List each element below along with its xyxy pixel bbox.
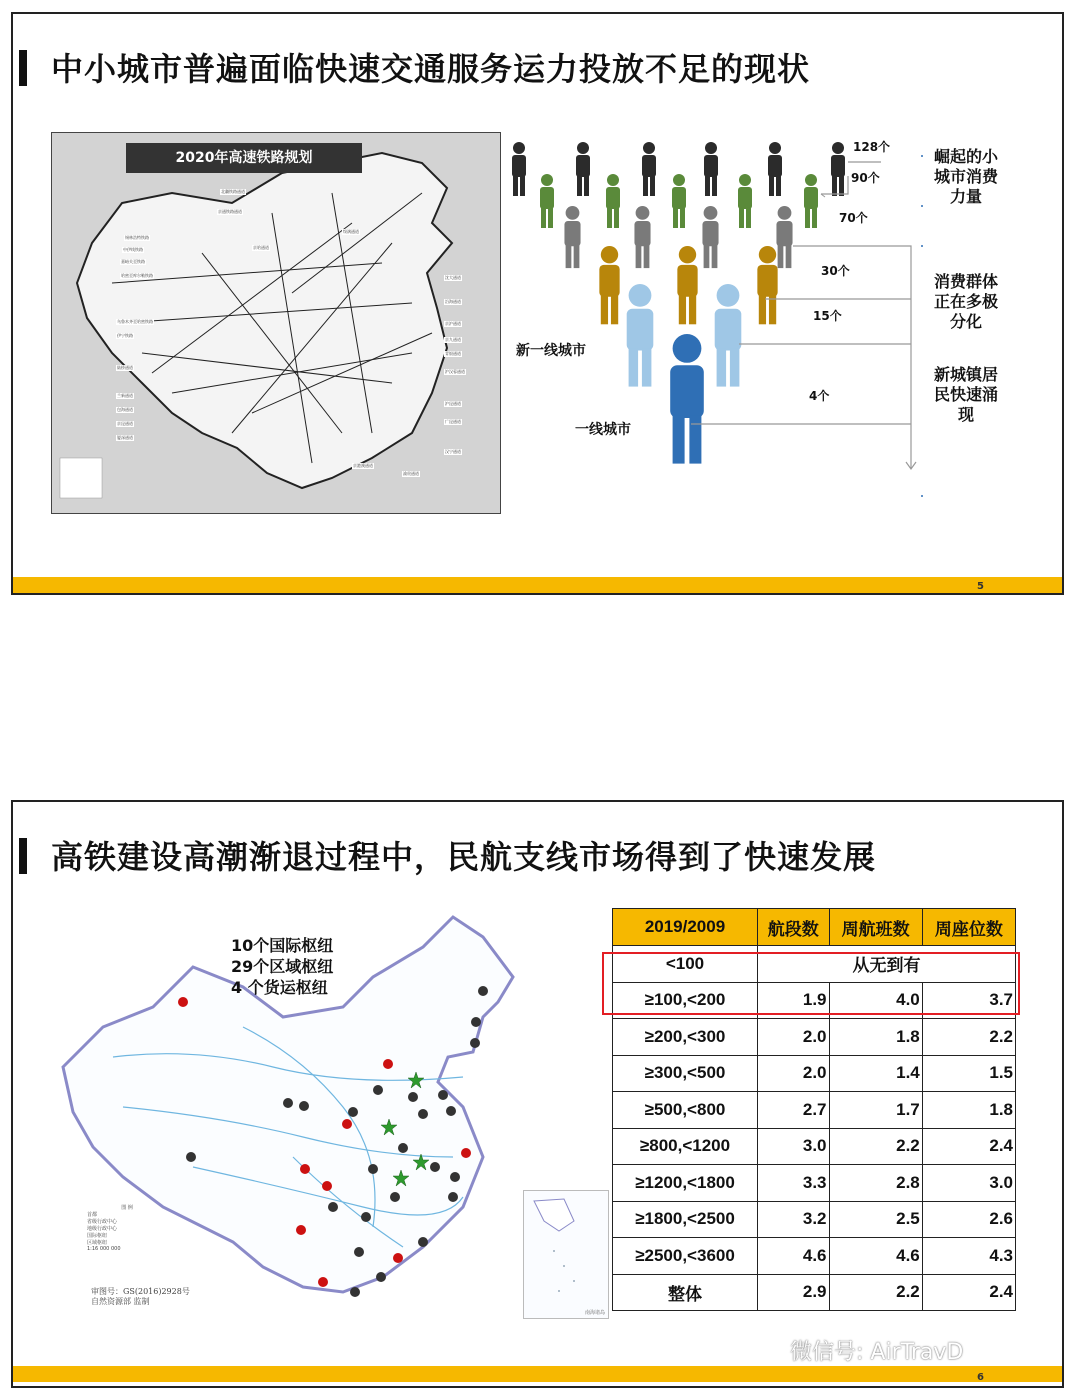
- seats-cell: 4.3: [922, 1238, 1015, 1275]
- segments-cell: 2.9: [758, 1274, 830, 1311]
- merged-cell: 从无到有: [758, 946, 1016, 983]
- range-cell: ≥300,<500: [613, 1055, 758, 1092]
- count-label-15: 15个: [813, 309, 842, 323]
- header-ratio: 2019/2009: [613, 909, 758, 946]
- seats-cell: 1.5: [922, 1055, 1015, 1092]
- map-approval-number: 审图号：GS(2016)2928号: [91, 1287, 190, 1296]
- text-line: 新城镇居: [933, 365, 998, 384]
- legend-item: 省级行政中心: [87, 1219, 118, 1225]
- footer-bar: [13, 1366, 1062, 1382]
- count-label-128: 128个: [853, 140, 891, 154]
- segments-cell: 3.3: [758, 1165, 830, 1202]
- segments-cell: 3.0: [758, 1128, 830, 1165]
- text-line: 崛起的小: [933, 147, 998, 166]
- table-row: [613, 1128, 1016, 1165]
- map-label: 沈大通道: [445, 275, 461, 280]
- segments-cell: 2.7: [758, 1092, 830, 1129]
- flights-cell: 1.8: [829, 1019, 922, 1056]
- seats-cell: 2.2: [922, 1019, 1015, 1056]
- slide-title: 中小城市普遍面临快速交通服务运力投放不足的现状: [51, 50, 811, 88]
- text-line: 城市消费: [933, 167, 998, 186]
- map-label: 京通铁路通道: [218, 209, 242, 214]
- map-label: 厦深通道: [117, 435, 133, 440]
- header-segments: 航段数: [758, 909, 830, 946]
- count-label-70: 70个: [839, 211, 868, 225]
- table-row: [613, 1019, 1016, 1056]
- text-line: 力量: [949, 187, 982, 206]
- table-row: [613, 1201, 1016, 1238]
- hub-cargo: 4 个货运枢纽: [231, 978, 328, 997]
- legend-item: 地级行政中心: [87, 1226, 118, 1232]
- map-label: 嘉峪关至铁路: [121, 259, 145, 264]
- flights-cell: 2.2: [829, 1128, 922, 1165]
- page-number: 5: [977, 581, 984, 592]
- flights-cell: 2.8: [829, 1165, 922, 1202]
- map-label: 锡林浩特铁路: [125, 235, 149, 240]
- title-accent-bar: [19, 50, 27, 86]
- text-line: 消费群体: [933, 272, 998, 291]
- legend-title: 图 例: [121, 1205, 133, 1211]
- hub-summary: [231, 935, 333, 998]
- hub-international: 10个国际枢纽: [231, 936, 334, 955]
- flights-cell: 4.0: [829, 982, 922, 1019]
- inset-label: 南海诸岛: [584, 1310, 605, 1316]
- text-line: 现: [957, 405, 974, 424]
- segments-cell: 3.2: [758, 1201, 830, 1238]
- map-label: 京港澳通道: [353, 463, 373, 468]
- slide-5: [11, 12, 1064, 595]
- new-town-residents-text: [928, 365, 1004, 425]
- seats-cell: 2.6: [922, 1201, 1015, 1238]
- map-label: 广昆通道: [445, 419, 461, 424]
- slide-title: 高铁建设高潮渐退过程中，民航支线市场得到了快速发展: [51, 838, 877, 876]
- map-label: 京九通道: [445, 337, 461, 342]
- table-row: [613, 1238, 1016, 1275]
- text-line: 正在多极: [933, 292, 998, 311]
- segments-cell: 2.0: [758, 1019, 830, 1056]
- range-cell: ≥100,<200: [613, 982, 758, 1019]
- map-label: 北疆铁路通道: [221, 189, 245, 194]
- footer-bar: [13, 577, 1062, 593]
- range-cell: ≥200,<300: [613, 1019, 758, 1056]
- table-header-row: [613, 909, 1016, 946]
- text-line: 分化: [949, 312, 982, 331]
- wechat-watermark: 微信号: AirTravD: [790, 1340, 964, 1365]
- header-weekly-seats: 周座位数: [922, 909, 1015, 946]
- range-cell: <100: [613, 946, 758, 983]
- map-label: 京哈通道: [253, 245, 269, 250]
- seats-cell: 3.0: [922, 1165, 1015, 1202]
- map-title: 2020年高速铁路规划: [126, 143, 362, 173]
- segments-cell: 2.0: [758, 1055, 830, 1092]
- table-row: [613, 1274, 1016, 1311]
- inset-map-graphic: [524, 1191, 608, 1318]
- map-label: 绥满通道: [343, 229, 359, 234]
- map-label: 包海通道: [117, 407, 133, 412]
- map-label: 兰新通道: [117, 393, 133, 398]
- slide-6: [11, 800, 1064, 1388]
- map-legend: [87, 1204, 167, 1252]
- range-cell: ≥1800,<2500: [613, 1201, 758, 1238]
- legend-item: 首都: [87, 1212, 98, 1218]
- seats-cell: 2.4: [922, 1128, 1015, 1165]
- consumer-diversification-text: [928, 272, 1004, 332]
- count-label-4: 4个: [809, 389, 830, 403]
- map-label: 沿海通道: [445, 299, 461, 304]
- title-accent-bar: [19, 838, 27, 874]
- map-label: 沪昆通道: [445, 401, 461, 406]
- segments-cell: 4.6: [758, 1238, 830, 1275]
- flights-cell: 1.4: [829, 1055, 922, 1092]
- count-label-90: 90个: [851, 171, 880, 185]
- legend-item: 区域枢纽: [87, 1240, 108, 1246]
- count-label-30: 30个: [821, 264, 850, 278]
- flights-cell: 1.7: [829, 1092, 922, 1129]
- map-label: 汉宁通道: [445, 449, 461, 454]
- map-label: 陆桥通道: [117, 365, 133, 370]
- map-label: 乌鲁木齐至哈密铁路: [117, 319, 153, 324]
- map-certification: [91, 1287, 190, 1307]
- map-label: 沪汉蓉通道: [445, 369, 465, 374]
- table-row: [613, 1055, 1016, 1092]
- flights-cell: 2.5: [829, 1201, 922, 1238]
- seats-cell: 1.8: [922, 1092, 1015, 1129]
- table-row: [613, 1092, 1016, 1129]
- map-label: 京沪通道: [445, 321, 461, 326]
- railway-plan-map: [51, 132, 501, 514]
- map-supervisor: 自然资源部 监制: [91, 1297, 150, 1306]
- range-cell: ≥500,<800: [613, 1092, 758, 1129]
- consumer-pyramid-graphic: [503, 134, 923, 524]
- text-line: 民快速涌: [933, 385, 998, 404]
- rising-small-city-text: [928, 147, 1004, 207]
- flights-cell: 2.2: [829, 1274, 922, 1311]
- map-label: 青银通道: [445, 351, 461, 356]
- highlight-box: [602, 952, 1020, 1015]
- table-row: [613, 1165, 1016, 1202]
- map-label: 渝贵通道: [403, 471, 419, 476]
- range-cell: ≥800,<1200: [613, 1128, 758, 1165]
- legend-item: 国际枢纽: [87, 1233, 108, 1239]
- page-number: 6: [977, 1372, 984, 1383]
- map-label: 京昆通道: [117, 421, 133, 426]
- tier1-label: 一线城市: [575, 422, 631, 438]
- seats-cell: 3.7: [922, 982, 1015, 1019]
- map-label: 哈密至库尔勒铁路: [121, 273, 153, 278]
- flights-cell: 4.6: [829, 1238, 922, 1275]
- hub-regional: 29个区域枢纽: [231, 957, 334, 976]
- segments-cell: 1.9: [758, 982, 830, 1019]
- range-cell: 整体: [613, 1274, 758, 1311]
- header-weekly-flights: 周航班数: [829, 909, 922, 946]
- map-label: 中伊线铁路: [123, 247, 143, 252]
- range-cell: ≥1200,<1800: [613, 1165, 758, 1202]
- seats-cell: 2.4: [922, 1274, 1015, 1311]
- new-tier1-label: 新一线城市: [516, 343, 586, 359]
- south-china-sea-inset: [523, 1190, 609, 1319]
- map-label: 伊宁铁路: [117, 333, 133, 338]
- range-cell: ≥2500,<3600: [613, 1238, 758, 1275]
- legend-scale: 1:16 000 000: [87, 1246, 121, 1252]
